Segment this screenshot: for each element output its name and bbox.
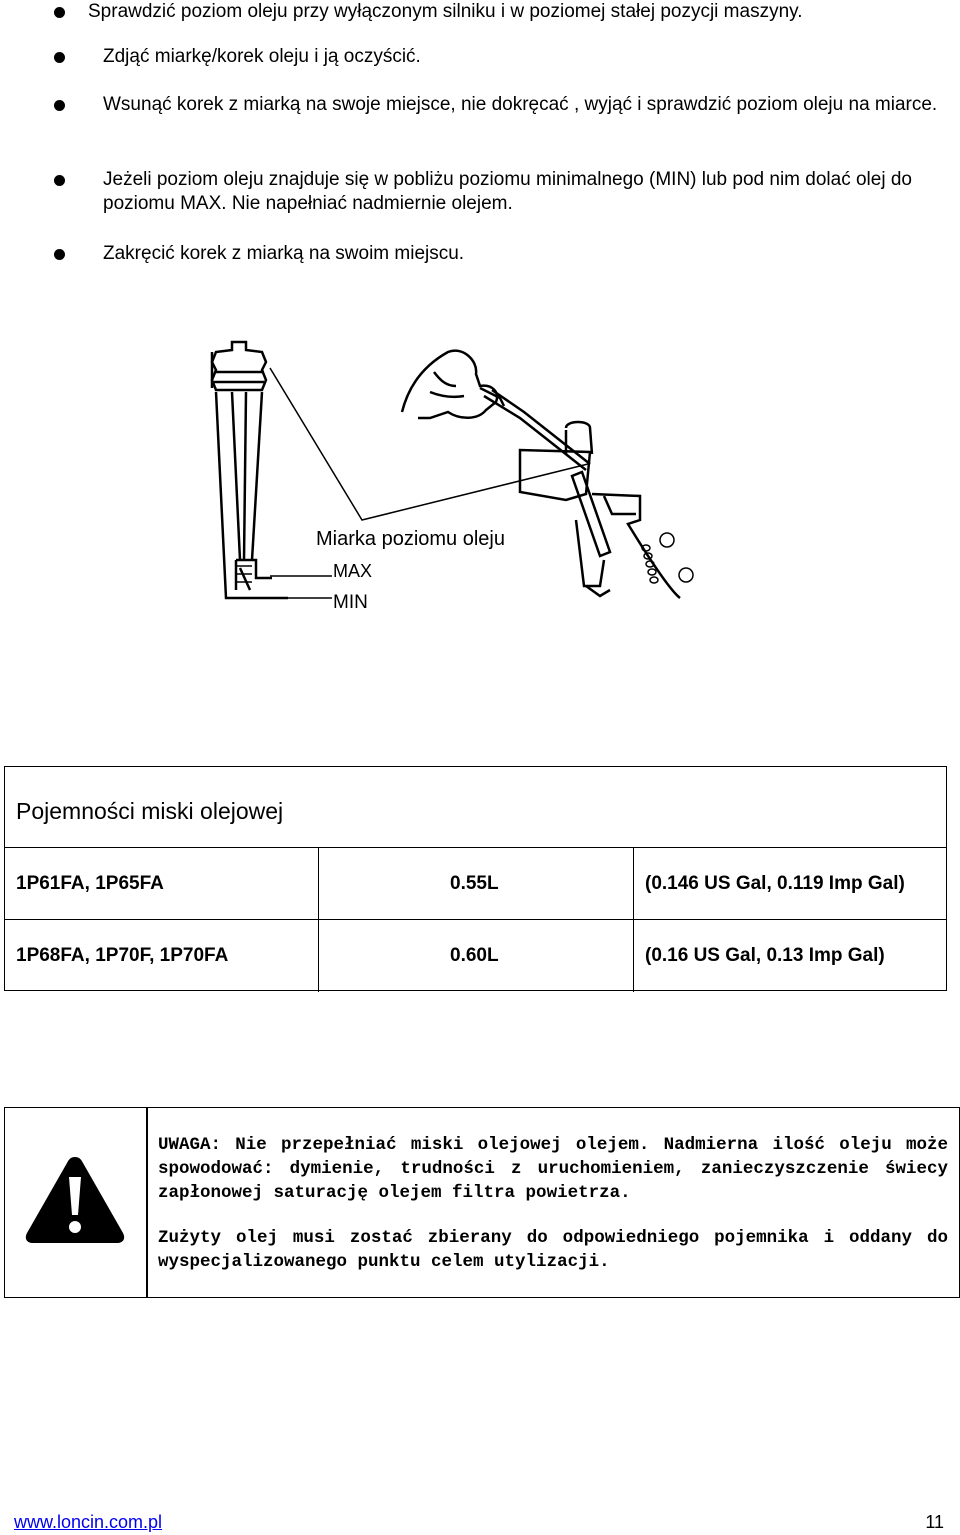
conversion-cell bbox=[634, 848, 946, 919]
instruction-text: Zdjąć miarkę/korek oleju i ją oczyścić. bbox=[103, 46, 421, 67]
min-label: MIN bbox=[333, 592, 368, 613]
volume-text: 0.60L bbox=[450, 945, 499, 966]
volume-text: 0.55L bbox=[450, 873, 499, 894]
table-row bbox=[5, 848, 946, 920]
models-cell bbox=[5, 848, 319, 919]
models-cell bbox=[5, 920, 319, 992]
conversion-cell bbox=[634, 920, 946, 992]
instruction-text: Sprawdzić poziom oleju przy wyłączonym silniku i w poziomej stałej pozycji maszyny. bbox=[88, 1, 803, 22]
warning-box bbox=[4, 1107, 960, 1298]
page-number: 11 bbox=[925, 1512, 944, 1532]
instruction-text: Jeżeli poziom oleju znajduje się w pobliżu poziomu minimalnego (MIN) lub pod nim dolać olej do poziomu MAX. Nie napełniać nadmiernie olejem. bbox=[103, 169, 912, 214]
capacity-table bbox=[4, 766, 947, 991]
website-link[interactable]: www.loncin.com.pl bbox=[14, 1512, 163, 1532]
figure-title: Miarka poziomu oleju bbox=[316, 528, 505, 550]
instruction-text: Zakręcić korek z miarką na swoim miejscu. bbox=[103, 243, 465, 264]
table-title: Pojemności miski olejowej bbox=[16, 798, 284, 824]
models-text: 1P68FA, 1P70F, 1P70FA bbox=[16, 945, 229, 966]
conversion-text: (0.16 US Gal, 0.13 Imp Gal) bbox=[645, 945, 885, 966]
instruction-text: Wsunąć korek z miarką na swoje miejsce, nie dokręcać , wyjąć i sprawdzić poziom oleju na miarce. bbox=[103, 94, 938, 115]
table-header bbox=[5, 767, 946, 848]
warning-text: UWAGA: Nie przepełniać miski olejowej olejem. Nadmierna ilość oleju może spowodować: dymienie, trudności z uruchomieniem, zanieczyszczenie świecy zapłonowej saturację olejem filtra powietrza. bbox=[158, 1135, 948, 1203]
volume-cell bbox=[319, 920, 634, 992]
table-row bbox=[5, 920, 946, 992]
dipstick-illustration bbox=[0, 0, 960, 700]
conversion-text: (0.146 US Gal, 0.119 Imp Gal) bbox=[645, 873, 905, 894]
max-label: MAX bbox=[333, 561, 373, 581]
models-text: 1P61FA, 1P65FA bbox=[16, 873, 164, 894]
disposal-text: Zużyty olej musi zostać zbierany do odpowiedniego pojemnika i oddany do wyspecjalizowanego punktu celem utylizacji. bbox=[158, 1228, 948, 1272]
box-divider bbox=[146, 1108, 148, 1297]
warning-triangle-icon bbox=[23, 1153, 127, 1247]
volume-cell bbox=[319, 848, 634, 919]
